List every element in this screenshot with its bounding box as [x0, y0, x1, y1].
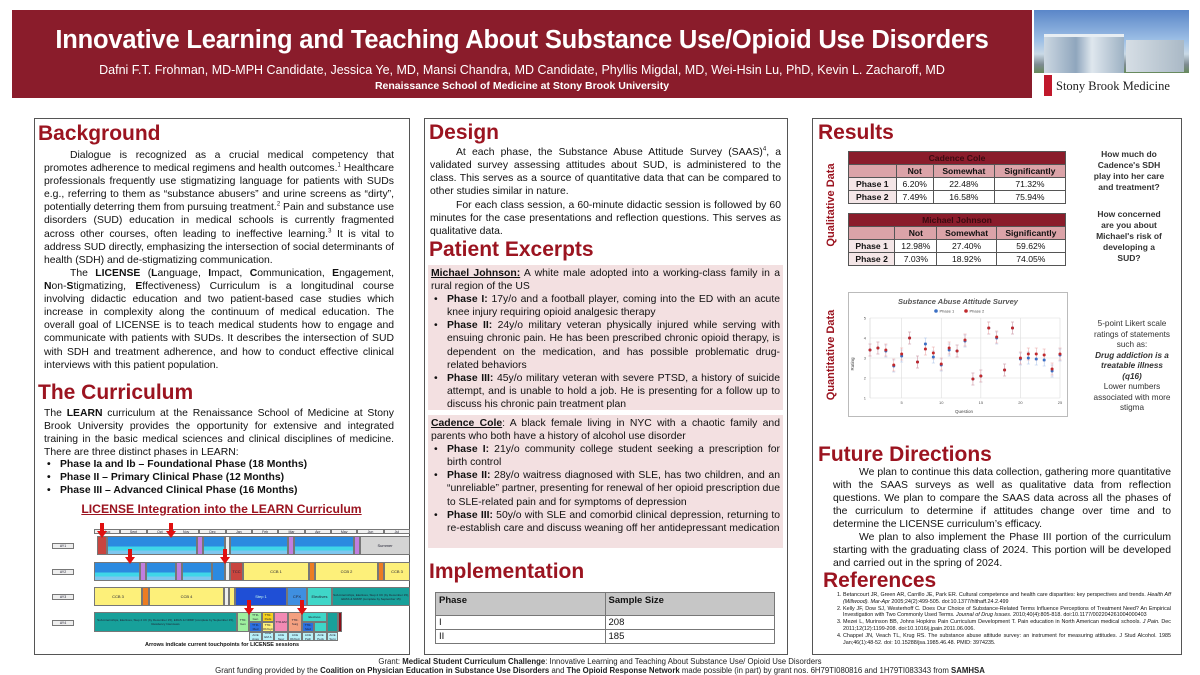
likert-example: Drug addiction is a treatable illness (q16)	[1095, 350, 1169, 381]
quantitative-data-label: Quantitative Data	[825, 309, 837, 401]
future-paragraph-1: We plan to continue this data collection, gathering more quantitative with the SAAS surveys as well as qualitative data from reflection questions. We plan to compare the SAAS data across all the phases of the curriculum to determine if attitudes change over time and to determine the LICENSE curriculum’s efficacy.	[833, 467, 1171, 531]
ccb3-block: CCB 3	[94, 587, 142, 606]
ace-block: ACE Anes	[249, 632, 262, 641]
cell: 185	[605, 630, 775, 644]
michael-johnson-table	[848, 213, 1066, 266]
curriculum-diagram	[47, 529, 409, 649]
month-label: Oct	[147, 529, 173, 534]
cell: 27.40%	[937, 240, 996, 253]
cell: 7.03%	[895, 253, 937, 266]
x-tick-label: 25	[1057, 400, 1063, 405]
table-row	[849, 191, 1066, 204]
x-tick-label: 10	[939, 400, 944, 405]
ace-block: ACE Ob/Gyn	[289, 632, 301, 641]
data-point-phase-2	[1011, 327, 1014, 330]
poster-title: Innovative Learning and Teaching About Substance Use/Opioid Use Disorders	[55, 26, 989, 54]
panel-results	[812, 118, 1182, 655]
ace-block: ACE Neur	[274, 632, 288, 641]
row-label: Phase 2	[849, 191, 897, 204]
year-label: AY1	[52, 543, 74, 549]
step1-block: Step 1	[235, 587, 287, 606]
background-paragraph-1: Dialogue is recognized as a crucial medical competency that promotes adherence to medical regimens and health outcomes.$^1$ Healthcare professionals frequently use stigmatizing language for patients with SUDs e.g., referring to them as “substance abusers” and urine screens as “dirty”, potentially deterring them from pursuing treatment.$^2$ Pain and substance use disorders (SUD) education in medical schools is currently fragmented across other courses, often leading to ineffective learning.$^3$ It is vital to address SUD directly, emphasizing the intersection of social determinants of health (SDH) and de-stigmatizing communication.	[44, 150, 394, 266]
ttr-gen-block: TTR-Gen	[237, 612, 249, 632]
legend-label: Phase 1	[939, 308, 955, 314]
ccb4-block: CCB 4	[149, 587, 224, 606]
ccb3-block: CCB 3	[384, 562, 410, 581]
table-title: Michael Johnson	[849, 214, 1066, 227]
case-phase: • Phase I: 21y/o community college student seeking a prescription for birth control	[431, 443, 780, 469]
column-header	[849, 227, 895, 240]
table-row	[849, 240, 1066, 253]
diagram-block	[314, 622, 327, 632]
ttr-med-block: TTR-Med	[249, 622, 262, 632]
data-point-phase-1	[932, 356, 935, 359]
diagram-block	[146, 562, 176, 581]
cell: 71.32%	[994, 178, 1065, 191]
year-label: AY2	[52, 569, 74, 575]
data-point-phase-2	[932, 352, 935, 355]
data-point-phase-1	[1027, 357, 1030, 360]
cell: 16.58%	[933, 191, 994, 204]
logo-mark-icon	[1044, 75, 1052, 96]
y-tick-label: 5	[863, 315, 866, 321]
future-paragraph-2: We plan to also implement the Phase III portion of the curriculum starting with the graduating class of 2024. This portion will be developed and carried out in the spring of 2024.	[833, 532, 1171, 570]
funding-line: Grant funding provided by the Coalition on Physician Education in Substance Use Disorders and The Opioid Response Network made possible (in part) by grant nos. 6H79TI080816 and 1H79TI083343 from SAMHSA	[215, 666, 985, 675]
electives-block: Electives	[302, 612, 327, 622]
legend-marker	[964, 309, 968, 313]
table-title: Cadence Cole	[849, 152, 1066, 165]
data-point-phase-1	[1035, 358, 1038, 361]
reference-item: 3. Mezei L, Murinson BB, Johns Hopkins Pain Curriculum Development T. Pain education in North American medical schools. J Pain. Dec 2011;12(12):1199-208. doi:10.1016/j.jpain.2011.06.006.	[843, 619, 1171, 633]
table-row	[436, 630, 775, 644]
logo-plate	[1034, 73, 1189, 98]
hospital-building-image-2	[1126, 40, 1184, 72]
table-row	[849, 178, 1066, 191]
phase-list	[44, 458, 394, 497]
cell: 75.94%	[994, 191, 1065, 204]
y-tick-label: 4	[863, 335, 866, 341]
month-label: Nov	[173, 529, 199, 534]
case-phase: • Phase I: 17y/o and a football player, coming into the ED with an acute knee injury requiring opioid analgesic therapy	[431, 293, 780, 319]
legend-marker	[934, 309, 938, 313]
column-header: Not	[895, 227, 937, 240]
row-label: Phase 2	[849, 253, 895, 266]
phase-item: • Phase II – Primary Clinical Phase (12 Months)	[44, 471, 394, 484]
data-point-phase-2	[979, 375, 982, 378]
month-label: Jan	[226, 529, 252, 534]
sub-internship-block: Sub-Internships, Electives, Step 2 CK (by December 15), ERAS & NRMP (complete by September 15), Residency Interviews	[94, 612, 237, 632]
month-label: Apr	[305, 529, 331, 534]
month-label: Mar	[278, 529, 304, 534]
cell: II	[436, 630, 606, 644]
ttr-em-block: TTR-EM	[274, 612, 288, 632]
data-point-phase-2	[948, 347, 951, 350]
month-label: Aug	[94, 529, 120, 534]
diagram-block	[97, 536, 107, 555]
y-axis-label: Rating	[850, 357, 855, 371]
data-point-phase-2	[908, 337, 911, 340]
electives-block: Electives	[307, 587, 332, 606]
stony-brook-logo	[1034, 10, 1189, 98]
legend-label: Phase 2	[969, 308, 985, 314]
ccb2-block: CCB 2	[315, 562, 378, 581]
ace-block: ACE Peds	[314, 632, 327, 641]
x-tick-label: 5	[900, 400, 903, 405]
cell: 208	[605, 616, 775, 630]
implementation-heading: Implementation	[429, 560, 585, 583]
cadence-cole-table	[848, 151, 1066, 204]
ttr-obgyn-block: TTR-Ob/Gyn	[262, 623, 274, 631]
reference-item: 4. Chappel JN, Veach TL, Krug RS. The substance abuse attitude survey: an instrument for measuring attitudes. J Stud Alcohol. 1985 Jan;46(1):48-52. doi: 10.15288/jsa.1985.46.48. PMID: 3974235.	[843, 633, 1171, 647]
summer-block: Summer	[360, 536, 410, 555]
touchpoint-arrow-icon	[166, 531, 176, 538]
data-point-phase-2	[1059, 353, 1062, 356]
question-michael: How concerned are you about Michael's risk of developing a SUD?	[1096, 209, 1162, 263]
curriculum-heading: The Curriculum	[38, 381, 194, 404]
ttr-med-block: TTR-Med	[302, 622, 314, 632]
diagram-block	[327, 612, 338, 632]
question-cadence: How much do Cadence's SDH play into her care and treatment?	[1093, 149, 1165, 192]
case-intro: Cadence Cole: A black female living in NYC with a chaotic family and parents who both have a history of alcohol use disorder	[431, 418, 780, 443]
case-michael-johnson	[428, 265, 783, 410]
data-point-phase-2	[1027, 353, 1030, 356]
y-tick-label: 2	[863, 375, 866, 381]
cell: 12.98%	[895, 240, 937, 253]
likert-note-text: Lower numbers associated with more stigma	[1093, 382, 1171, 412]
saas-chart	[848, 292, 1068, 417]
row-label: Phase 1	[849, 178, 897, 191]
data-point-phase-2	[900, 353, 903, 356]
diagram-block	[294, 536, 354, 555]
table-row	[436, 616, 775, 630]
case-phase: • Phase II: 24y/o military veteran physically injured while serving with ensuing chronic pain. He has been prescribed chronic opioid therapy, is dependent on the medication, and has possible problematic drug-related behaviors	[431, 319, 780, 371]
x-axis-label: Question	[954, 409, 974, 414]
data-point-phase-2	[1051, 368, 1054, 371]
data-point-phase-2	[995, 336, 998, 339]
column-header: Somewhat	[937, 227, 996, 240]
cell: 59.62%	[996, 240, 1065, 253]
tcc-block: TCC	[230, 562, 243, 581]
month-label: Jul	[384, 529, 410, 534]
cell: 7.49%	[896, 191, 933, 204]
table-row	[849, 253, 1066, 266]
touchpoint-arrow-icon	[220, 557, 230, 564]
case-cadence-cole	[428, 415, 783, 548]
data-point-phase-1	[924, 343, 927, 346]
touchpoint-arrow-icon	[244, 608, 254, 615]
title-banner	[12, 10, 1032, 98]
case-phase: • Phase II: 28y/o waitress diagnosed with SLE, has two children, and an “unreliable” partner, presenting for renewal of her opioid prescription due to SLE-related pain and for symptoms of depression	[431, 469, 780, 508]
case-phase-list	[431, 293, 780, 411]
reference-item: 2. Kelly JF, Dow SJ, Westerhoff C. Does Our Choice of Substance-Related Terms Influence Perceptions of Treatment Need? An Empirical Investigation with Two Commonly Used Terms. Journal of Drug Issues. 2010;40(4):805-818. doi:10.1177/002204261004000403	[843, 606, 1171, 620]
diagram-title: LICENSE Integration into the LEARN Curriculum	[81, 502, 362, 516]
ace-block: ACE Path	[302, 632, 314, 641]
likert-text: 5-point Likert scale ratings of statements such as:	[1094, 319, 1170, 349]
design-heading: Design	[429, 121, 500, 144]
data-point-phase-2	[892, 364, 895, 367]
excerpts-heading: Patient Excerpts	[429, 238, 594, 261]
case-phase-list	[431, 443, 780, 535]
ttr-peds-block: TTR-Peds	[262, 612, 274, 622]
data-point-phase-2	[916, 361, 919, 364]
data-point-phase-2	[924, 348, 927, 351]
row-label: Phase 1	[849, 240, 895, 253]
phase-item: • Phase III – Advanced Clinical Phase (16 Months)	[44, 484, 394, 497]
reference-list	[833, 592, 1171, 646]
logo-text: Stony Brook Medicine	[1056, 79, 1170, 93]
touchpoint-arrow-icon	[125, 557, 135, 564]
column-header: Significantly	[994, 165, 1065, 178]
data-point-phase-2	[987, 327, 990, 330]
data-point-phase-2	[869, 349, 872, 352]
ccb1-block: CCB 1	[243, 562, 309, 581]
month-label: Sept	[120, 529, 146, 534]
month-label: Jun	[357, 529, 383, 534]
diagram-block	[94, 562, 140, 581]
data-point-phase-2	[1043, 354, 1046, 357]
ace-block: ACE EM & Med	[262, 632, 274, 641]
future-heading: Future Directions	[818, 443, 992, 466]
diagram-block	[182, 562, 212, 581]
data-point-phase-2	[884, 349, 887, 352]
qualitative-data-label: Qualitative Data	[825, 163, 837, 247]
diagram-block	[338, 612, 342, 632]
hospital-building-image	[1044, 34, 1124, 74]
year-label: AY3	[52, 594, 74, 600]
phase-item: • Phase Ia and Ib – Foundational Phase (18 Months)	[44, 458, 394, 471]
curriculum-intro: The LEARN curriculum at the Renaissance School of Medicine at Stony Brook University provides the opportunity for extensive and integrated training in the basic medical sciences and clinical disciplines of medicine. There are three distinct phases in LEARN:	[44, 408, 394, 459]
implementation-table	[435, 592, 775, 644]
data-point-phase-2	[971, 378, 974, 381]
background-paragraph-2: The LICENSE (Language, Impact, Communication, Engagement, Non-Stigmatizing, Effectiveness) Curriculum is a longitudinal course involving didactic education and two patient-based case studies which increase in complexity along the continuum of medical education. The overall goal of LICENSE is to teach medical students how to engage and communicate with patients with SUDs. It describes the intersection of SUD with SDH and treatment adherence, and how to conduct effective clinical interviews with this patient population.	[44, 268, 394, 371]
author-list: Dafni F.T. Frohman, MD-MPH Candidate, Jessica Ye, MD, Mansi Chandra, MD Candidate, Phyllis Migdal, MD, Wei-Hsin Lu, PhD, Kevin L. Zacharoff, MD	[99, 63, 945, 77]
diagram-block	[107, 536, 197, 555]
month-label: Feb	[252, 529, 278, 534]
data-point-phase-1	[1043, 359, 1046, 362]
touchpoint-arrow-icon	[97, 531, 107, 538]
reference-item: 1. Betancourt JR, Green AR, Carrillo JE, Park ER. Cultural competence and health care disparities: key perspectives and trends. Health Aff (Millwood). Mar-Apr 2005;24(2):499-505. doi:10.1377/hlthaff.24.2.499	[843, 592, 1171, 606]
data-point-phase-2	[964, 339, 967, 342]
cell: 74.05%	[996, 253, 1065, 266]
results-heading: Results	[818, 121, 894, 144]
data-point-phase-2	[940, 363, 943, 366]
y-tick-label: 1	[863, 395, 866, 401]
diagram-caption: Arrows indicate current touchpoints for LICENSE sessions	[144, 642, 300, 648]
ace-block: ACE Surg	[327, 632, 338, 641]
diagram-block	[142, 587, 149, 606]
cell: 22.48%	[933, 178, 994, 191]
column-header: Significantly	[996, 227, 1065, 240]
likert-note	[1091, 319, 1173, 414]
diagram-block	[203, 536, 225, 555]
ttr-surg-block: TTR-Surg	[288, 612, 302, 632]
cell: 6.20%	[896, 178, 933, 191]
diagram-block	[230, 536, 288, 555]
panel-design	[424, 118, 788, 655]
case-phase: • Phase III: 45y/o military veteran with severe PTSD, a history of suicide attempt, and is unable to hold a job. He is presenting for a follow up to discuss his chronic pain treatment plan	[431, 372, 780, 411]
cell: 18.92%	[937, 253, 996, 266]
touchpoint-arrow-icon	[297, 608, 307, 615]
data-point-phase-2	[956, 350, 959, 353]
chart-title: Substance Abuse Attitude Survey	[898, 297, 1018, 306]
institution: Renaissance School of Medicine at Stony Brook University	[374, 80, 670, 92]
column-header: Not	[896, 165, 933, 178]
design-paragraph-1: At each phase, the Substance Abuse Attitude Survey (SAAS)$^4$, a validated survey assessing attitudes about SUD, is administered to the class. This serves as a source of quantitative data that can be compared to other studies similar in nature.	[430, 146, 782, 198]
column-header: Somewhat	[933, 165, 994, 178]
case-intro: Michael Johnson: A white male adopted into a working-class family in a rural region of the US	[431, 268, 780, 293]
references-heading: References	[823, 569, 937, 592]
month-label: Dec	[199, 529, 225, 534]
diagram-block	[212, 562, 225, 581]
ttr-gen-block: TTR-Gen	[249, 612, 262, 622]
data-point-phase-2	[876, 347, 879, 350]
column-header	[849, 165, 897, 178]
grant-line: Grant: Medical Student Curriculum Challenge: Innovative Learning and Teaching About Substance Use/ Opioid Use Disorders	[378, 657, 822, 666]
sub-internship-block: Sub-Internships, Electives, Step 2 CK (by December 15), ERAS & NRMP (complete by September 15)	[332, 587, 410, 606]
x-tick-label: 20	[1018, 400, 1023, 405]
background-heading: Background	[38, 122, 161, 145]
year-label: AY4	[52, 620, 74, 626]
cell: I	[436, 616, 606, 630]
column-header: Phase	[436, 593, 606, 616]
data-point-phase-2	[1035, 353, 1038, 356]
month-label: May	[331, 529, 357, 534]
cpx-block: CPX	[287, 587, 307, 606]
data-point-phase-2	[1019, 357, 1022, 360]
x-tick-label: 15	[978, 400, 984, 405]
y-tick-label: 3	[863, 355, 866, 361]
column-header: Sample Size	[605, 593, 775, 616]
design-paragraph-2: For each class session, a 60-minute didactic session is followed by 60 minutes for the case presentations and reflection questions. This serves as qualitative data.	[430, 200, 781, 238]
panel-background	[34, 118, 410, 655]
data-point-phase-2	[1003, 369, 1006, 372]
case-phase: • Phase III: 50y/o with SLE and comorbid clinical depression, returning to re-establish care and discuss weaning off her antidepressant medication	[431, 509, 780, 535]
